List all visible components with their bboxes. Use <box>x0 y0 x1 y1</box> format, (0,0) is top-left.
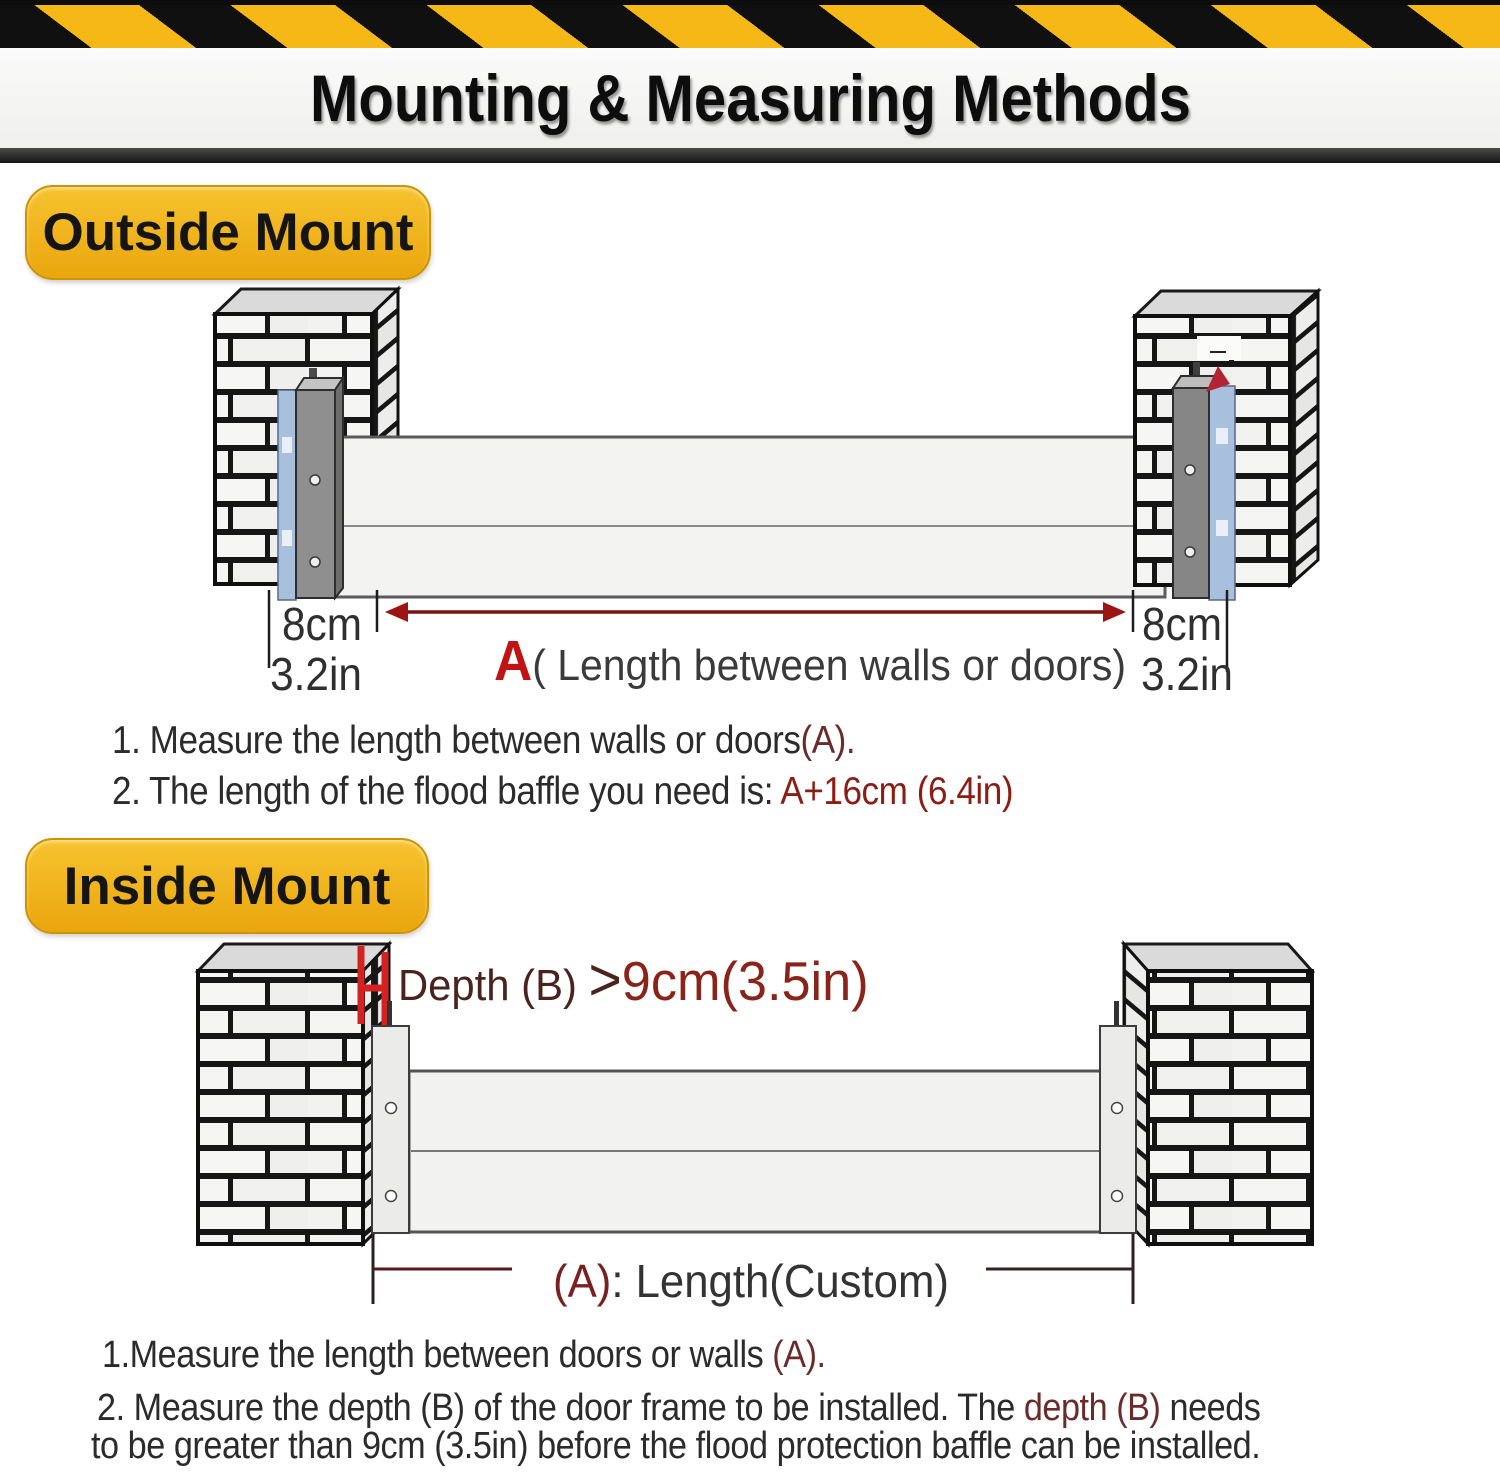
page-title: Mounting & Measuring Methods <box>309 61 1191 135</box>
span-label-text: ( Length between walls or doors) <box>532 641 1126 690</box>
outside-step-2-accent: A+16cm (6.4in) <box>780 770 1014 813</box>
outside-step-2 <box>112 770 1013 814</box>
inside-mount-badge-label: Inside Mount <box>63 856 391 916</box>
flood-barrier-panel-inside <box>409 1071 1101 1232</box>
mounting-rail-right <box>1100 1001 1136 1233</box>
depth-label-name: Depth (B) <box>398 961 589 1010</box>
custom-length-text: : Length(Custom) <box>611 1255 949 1307</box>
outside-step-1-text: 1. Measure the length between walls or doors <box>112 719 801 762</box>
dim-right-in: 3.2in <box>1141 648 1233 700</box>
title-band <box>0 48 1500 148</box>
inside-mount-badge <box>25 838 429 934</box>
inside-step-1-text: 1.Measure the length between doors or walls <box>102 1334 773 1376</box>
span-label-A: A <box>494 629 533 693</box>
custom-length-label <box>470 1254 1032 1308</box>
span-length-label <box>494 628 1126 694</box>
mounting-channel-left <box>278 368 343 600</box>
mounting-rail-left <box>372 1001 409 1233</box>
flood-barrier-panel-outside <box>335 437 1165 597</box>
inside-step-2-cont <box>91 1425 1260 1468</box>
outside-step-1-accent: (A). <box>800 719 856 762</box>
outside-mount-badge <box>25 185 431 280</box>
outside-step-2-text: 2. The length of the flood baffle you need is: <box>112 770 781 813</box>
dim-left-in: 3.2in <box>270 648 362 700</box>
dim-right-cm: 8cm <box>1142 598 1222 650</box>
dim-left-cm: 8cm <box>282 598 362 650</box>
outside-mount-badge-label: Outside Mount <box>42 203 414 262</box>
inside-step-2-text: 2. Measure the depth (B) of the door frame to be installed. The <box>97 1387 1024 1429</box>
hazard-stripe-band <box>0 5 1500 48</box>
inside-step-2-cont-text: to be greater than 9cm (3.5in) before the flood protection baffle can be installed. <box>91 1425 1261 1467</box>
inside-step-1-accent: (A). <box>772 1334 826 1376</box>
inside-step-2-accent: depth (B) <box>1023 1387 1161 1429</box>
outside-step-1 <box>112 719 855 763</box>
depth-label <box>398 945 869 1014</box>
inside-step-2-post: needs <box>1160 1387 1261 1429</box>
mounting-channel-right <box>1173 362 1235 600</box>
inside-step-2 <box>97 1387 1260 1430</box>
span-arrow <box>385 602 1126 622</box>
greater-than-sign: > <box>588 946 622 1013</box>
custom-length-accent: (A) <box>553 1255 612 1307</box>
brick-pillar-right-inside <box>1124 944 1312 1244</box>
header-divider-bar <box>0 148 1500 163</box>
inside-step-1 <box>102 1334 826 1377</box>
depth-label-value: 9cm(3.5in) <box>621 950 869 1012</box>
